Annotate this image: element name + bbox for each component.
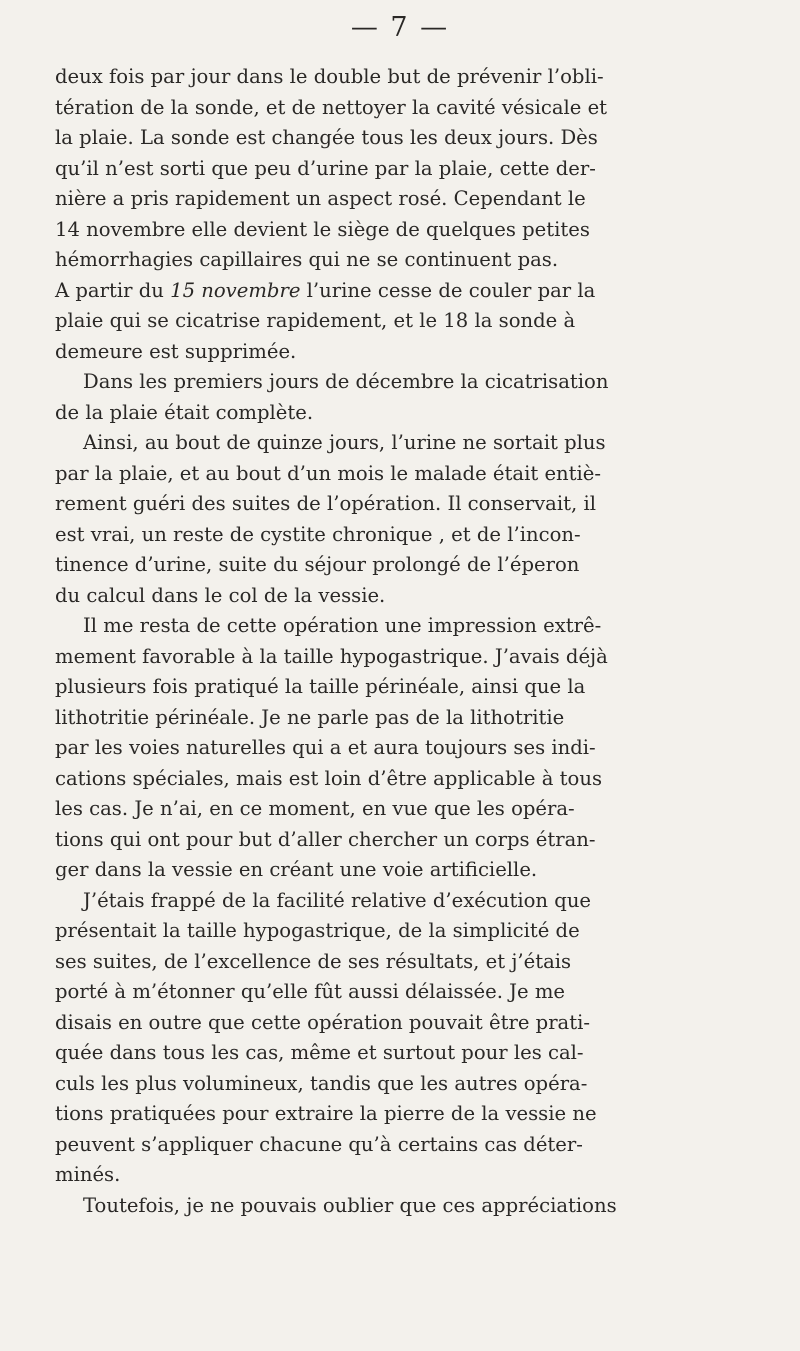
text-line: est vrai, un reste de cystite chronique , et de l’incon- [55, 522, 581, 546]
text-line: ses suites, de l’excellence de ses résultats, et j’étais [55, 949, 572, 973]
text-line: tinence d’urine, suite du séjour prolongé de l’éperon [55, 553, 580, 576]
text-line: culs les plus volumineux, tandis que les autres opéra- [55, 1071, 588, 1095]
text-line: peuvent s’appliquer chacune qu’à certains cas déter- [55, 1132, 583, 1156]
text-line-mixed [55, 276, 767, 307]
text-line: J’étais frappé de la facilité relative d’exécution que [83, 888, 592, 912]
text-line: ger dans la vessie en créant une voie artificielle. [55, 858, 538, 881]
text-line: Dans les premiers jours de décembre la cicatrisation [83, 370, 609, 393]
text-line: cations spéciales, mais est loin d’être applicable à tous [55, 766, 602, 790]
text-line: qu’il n’est sorti que peu d’urine par la plaie, cette der- [55, 156, 596, 180]
text-line: porté à m’étonner qu’elle fût aussi délaissée. Je me [55, 980, 566, 1003]
text-line: quée dans tous les cas, même et surtout pour les cal- [55, 1041, 584, 1064]
text-line: hémorrhagies capillaires qui ne se continuent pas. [55, 248, 559, 271]
text-line: Toutefois, je ne pouvais oublier que ces appréciations [83, 1193, 617, 1217]
text-line: lithotritie périnéale. Je ne parle pas de la lithotritie [55, 705, 565, 729]
text-line: tions pratiquées pour extraire la pierre de la vessie ne [55, 1102, 597, 1125]
text-line: tération de la sonde, et de nettoyer la cavité vésicale et [55, 95, 608, 119]
text-line: les cas. Je n’ai, en ce moment, en vue que les opéra- [55, 797, 575, 820]
text-line: tions qui ont pour but d’aller chercher un corps étran- [55, 827, 596, 851]
text-line: nière a pris rapidement un aspect rosé. Cependant le [55, 187, 586, 210]
text-line: de la plaie était complète. [55, 400, 314, 424]
text-line: 14 novembre elle devient le siège de quelques petites [55, 217, 590, 241]
text-line: Il me resta de cette opération une impression extrê- [83, 614, 602, 637]
text-line: rement guéri des suites de l’opération. Il conservait, il [55, 492, 596, 515]
text-line: Ainsi, au bout de quinze jours, l’urine ne sortait plus [83, 431, 606, 454]
text-segment: l’urine cesse de couler par la [300, 278, 596, 302]
text-line: par les voies naturelles qui a et aura toujours ses indi- [55, 736, 596, 759]
text-line: la plaie. La sonde est changée tous les deux jours. Dès [55, 126, 598, 149]
text-segment: A partir du [55, 278, 171, 302]
text-line: deux fois par jour dans le double but de prévenir l’obli- [55, 65, 604, 88]
text-line: mement favorable à la taille hypogastrique. J’avais déjà [55, 644, 608, 668]
text-line: plaie qui se cicatrise rapidement, et le 18 la sonde à [55, 309, 576, 332]
text-line: disais en outre que cette opération pouvait être prati- [55, 1010, 591, 1034]
text-line: par la plaie, et au bout d’un mois le malade était entiè- [55, 461, 602, 485]
text-line: du calcul dans le col de la vessie. [55, 583, 386, 607]
text-line: plusieurs fois pratiqué la taille périnéale, ainsi que la [55, 675, 586, 698]
italic-date: 15 novembre [170, 278, 301, 302]
text-line: demeure est supprimée. [55, 339, 297, 363]
text-line: présentait la taille hypogastrique, de la simplicité de [55, 919, 580, 942]
text-line: minés. [55, 1163, 121, 1186]
body-text [55, 62, 767, 1221]
page-number: — 7 — [350, 12, 450, 43]
